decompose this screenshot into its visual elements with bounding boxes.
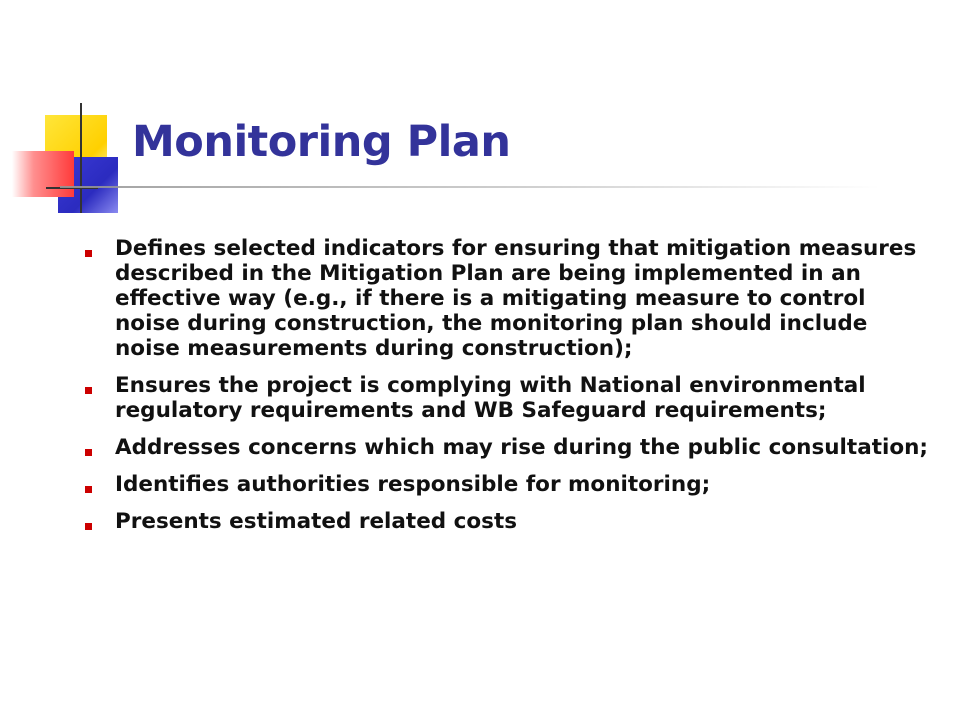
decorative-squares-icon (0, 95, 150, 225)
square-bullet-icon (85, 523, 92, 530)
bullet-text: Presents estimated related costs (115, 509, 518, 534)
red-square (12, 151, 74, 197)
bullet-text: Addresses concerns which may rise during the public consultation; (115, 435, 929, 460)
bullet-item (84, 472, 934, 497)
bullet-text: Defines selected indicators for ensuring that mitigation measures described in the Mitigation Plan are being implemented in an effective way (e.g., if there is a mitigating measure to control noise during construction, the monitoring plan should include noise measurements during construction); (115, 236, 917, 361)
square-bullet-icon (85, 250, 92, 257)
square-bullet-icon (85, 449, 92, 456)
square-bullet-icon (85, 387, 92, 394)
title-divider (60, 186, 880, 188)
bullet-item (84, 435, 934, 460)
bullet-item (84, 373, 934, 423)
bullet-item (84, 236, 934, 361)
bullet-text: Ensures the project is complying with National environmental regulatory requirements and WB Safeguard requirements; (115, 373, 866, 423)
slide-title: Monitoring Plan (132, 117, 511, 167)
vertical-line (80, 103, 82, 213)
bullet-item (84, 509, 934, 534)
square-bullet-icon (85, 486, 92, 493)
bullet-list (84, 236, 934, 546)
bullet-text: Identifies authorities responsible for monitoring; (115, 472, 711, 497)
